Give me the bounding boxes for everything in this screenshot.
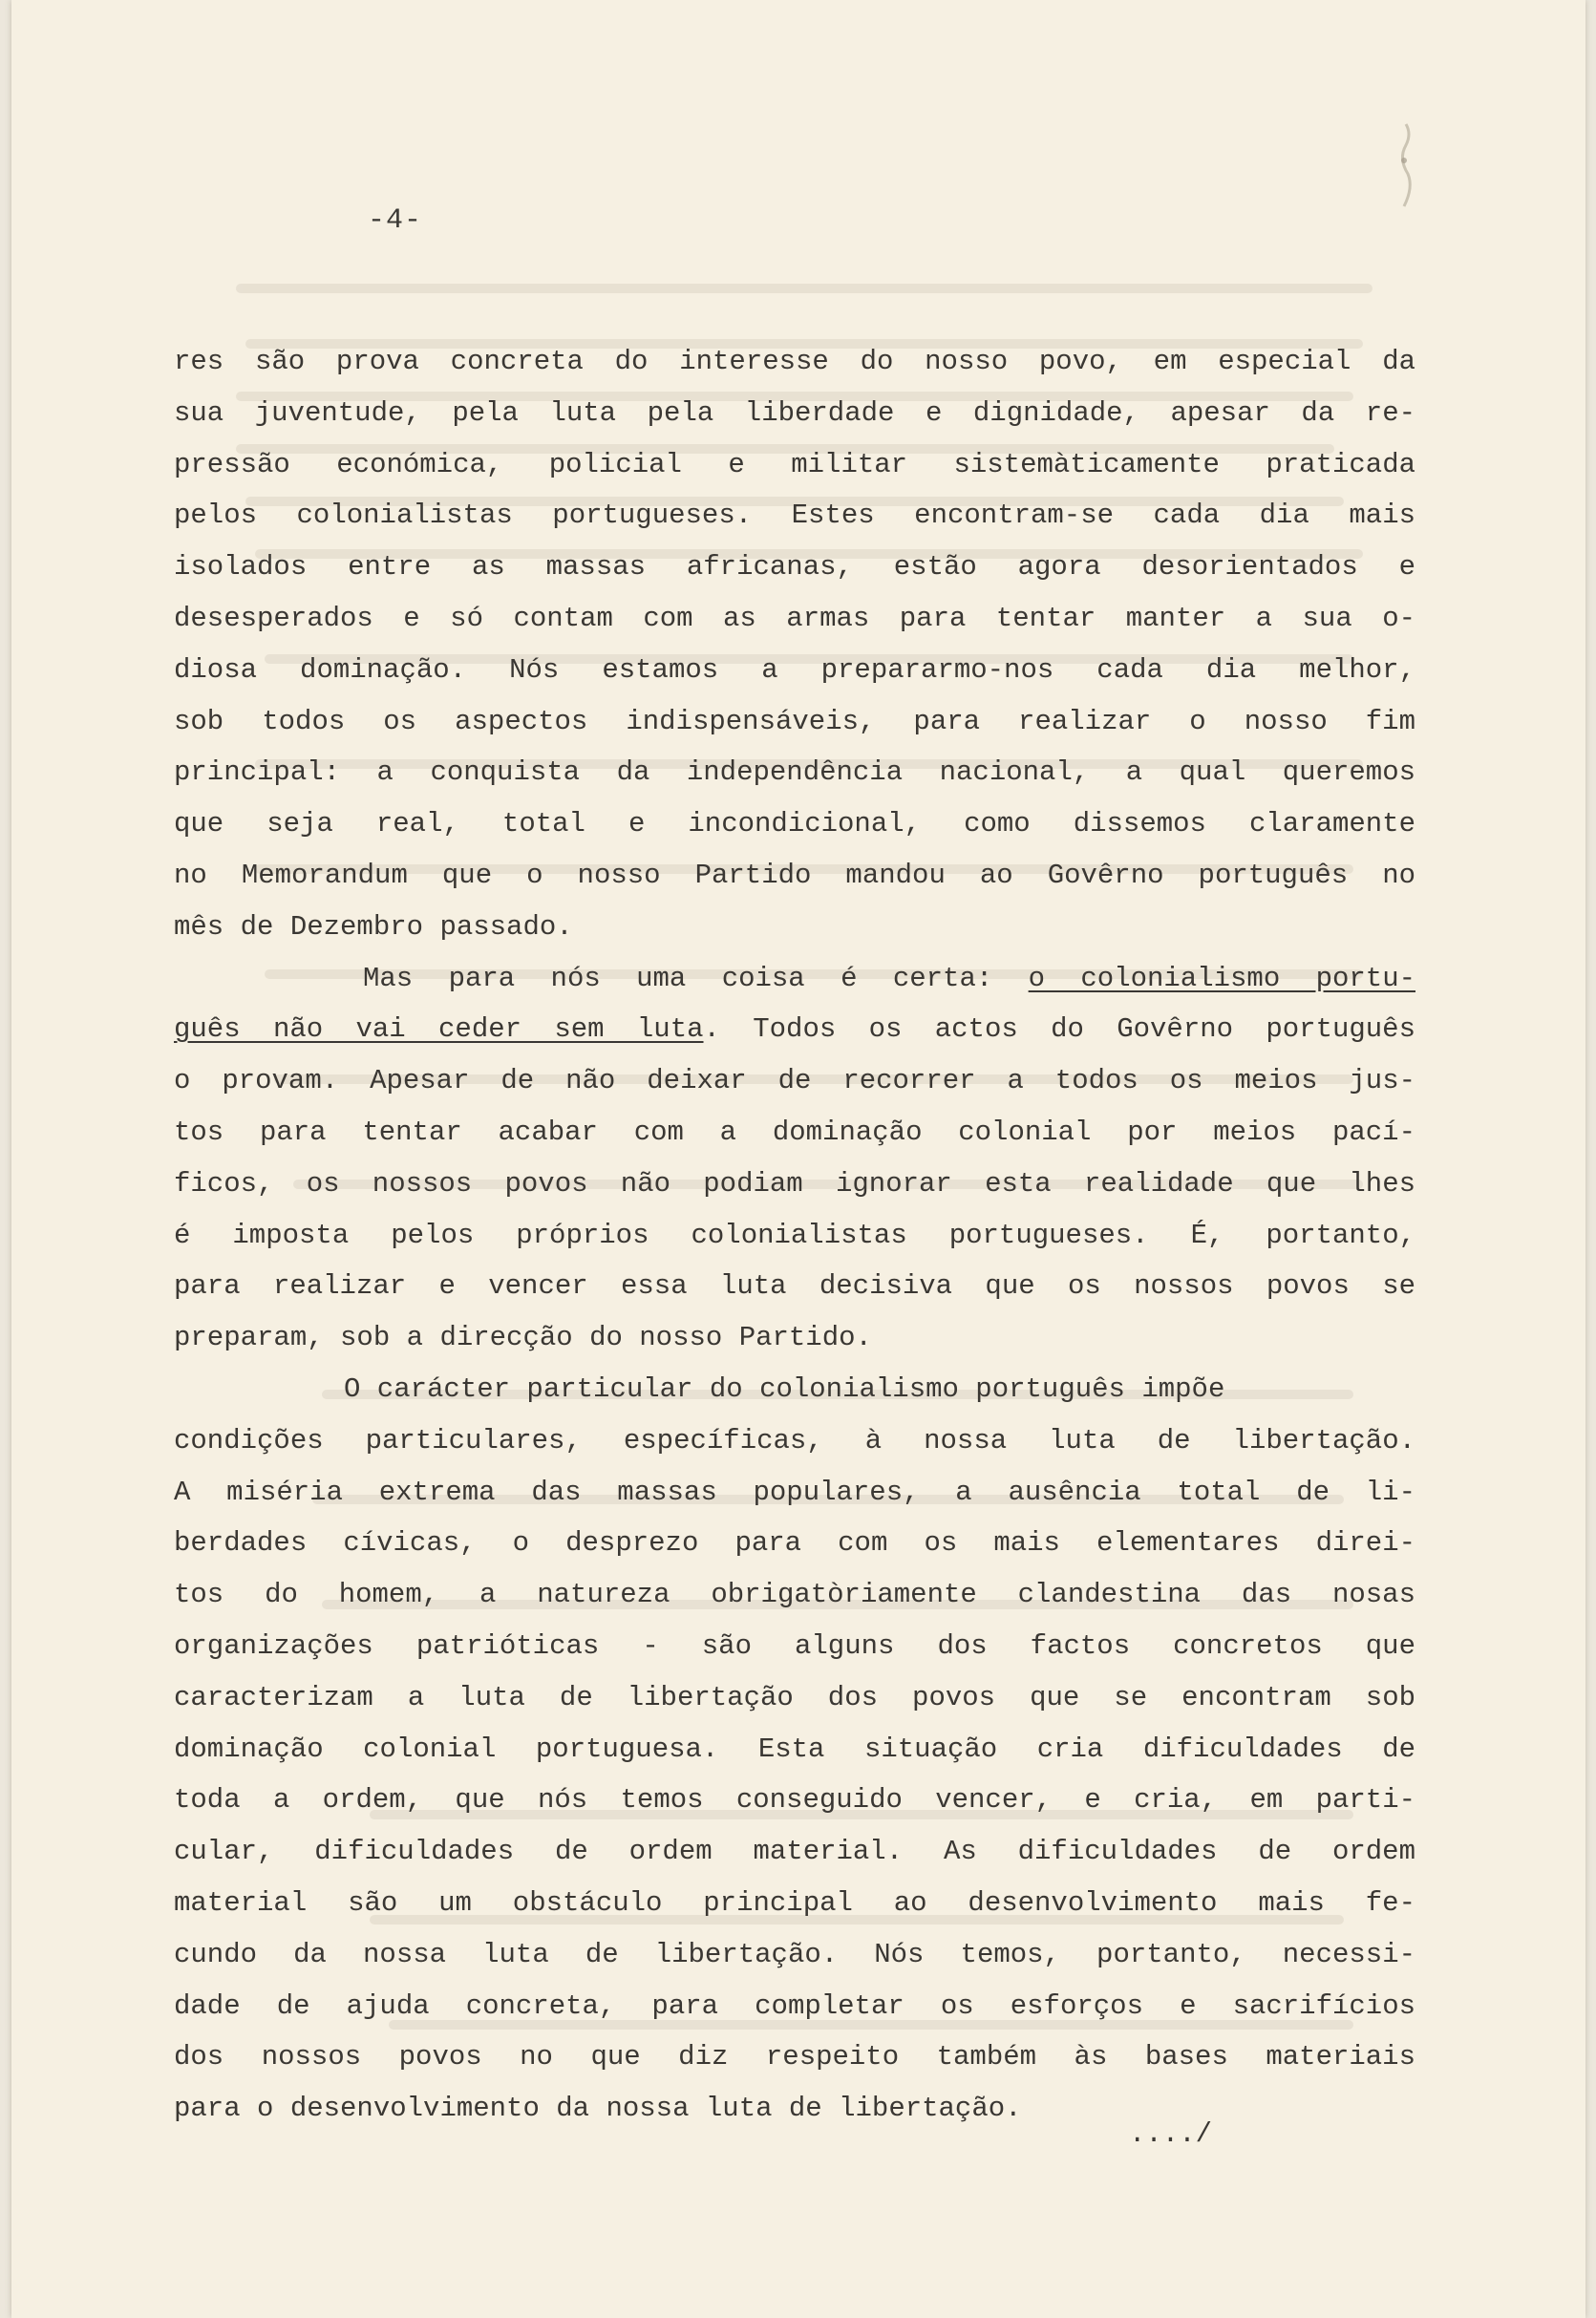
text-line xyxy=(174,1004,1415,1055)
text-line: o provam. Apesar de não deixar de recorrer a todos os meios jus- xyxy=(174,1065,1415,1097)
text-line: no Memorandum que o nosso Partido mandou ao Govêrno português no xyxy=(174,859,1415,891)
continuation-mark: ..../ xyxy=(1129,2118,1213,2150)
text-line: desesperados e só contam com as armas para tentar manter a sua o- xyxy=(174,602,1415,634)
text-line: O carácter particular do colonialismo português impõe xyxy=(344,1372,1225,1405)
paper-mark xyxy=(1385,115,1423,229)
underlined-phrase: guês não vai ceder sem luta xyxy=(174,1013,704,1046)
text-line: condições particulares, específicas, à nossa luta de libertação. xyxy=(174,1424,1415,1457)
text-segment: . Todos os actos do Govêrno português xyxy=(703,1013,1415,1046)
text-line: berdades cívicas, o desprezo para com os mais elementares direi- xyxy=(174,1527,1415,1560)
text-line: dade de ajuda concreta, para completar os esforços e sacrifícios xyxy=(174,1989,1415,2022)
paragraph-2 xyxy=(174,953,1415,1364)
text-line: dominação colonial portuguesa. Esta situação cria dificuldades de xyxy=(174,1733,1415,1765)
underlined-phrase: o colonialismo portu- xyxy=(1028,962,1416,994)
paragraph-1 xyxy=(174,336,1415,953)
text-line: para o desenvolvimento da nossa luta de libertação. xyxy=(174,2093,1022,2125)
text-line: res são prova concreta do interesse do nosso povo, em especial da xyxy=(174,346,1415,377)
text-line: cundo da nossa luta de libertação. Nós temos, portanto, necessi- xyxy=(174,1938,1415,1970)
paragraph-3 xyxy=(174,1364,1415,2135)
text-line: pelos colonialistas portugueses. Estes encontram-se cada dia mais xyxy=(174,500,1415,532)
text-line: é imposta pelos próprios colonialistas portugueses. É, portanto, xyxy=(174,1219,1415,1251)
text-line: tos do homem, a natureza obrigatòriamente clandestina das nosas xyxy=(174,1579,1415,1611)
text-segment: Mas para nós uma coisa é certa: xyxy=(363,962,1029,994)
text-line: dos nossos povos no que diz respeito também às bases materiais xyxy=(174,2041,1415,2073)
text-line: organizações patrióticas - são alguns dos factos concretos que xyxy=(174,1629,1415,1662)
text-line: principal: a conquista da independência nacional, a qual queremos xyxy=(174,756,1415,789)
text-line: cular, dificuldades de ordem material. As dificuldades de ordem xyxy=(174,1836,1415,1868)
text-line: pressão económica, policial e militar sistemàticamente praticada xyxy=(174,448,1415,480)
text-line: material são um obstáculo principal ao desenvolvimento mais fe- xyxy=(174,1886,1415,1919)
text-line: toda a ordem, que nós temos conseguido vencer, e cria, em parti- xyxy=(174,1784,1415,1817)
letter-body xyxy=(174,336,1415,2135)
text-line: ficos, os nossos povos não podiam ignorar esta realidade que lhes xyxy=(174,1167,1415,1200)
document-page xyxy=(11,0,1585,2318)
text-line: caracterizam a luta de libertação dos povos que se encontram sob xyxy=(174,1681,1415,1713)
text-line: diosa dominação. Nós estamos a prepararmo-nos cada dia melhor, xyxy=(174,653,1415,686)
text-line: sua juventude, pela luta pela liberdade e dignidade, apesar da re- xyxy=(174,396,1415,429)
text-line: tos para tentar acabar com a dominação colonial por meios pací- xyxy=(174,1116,1415,1148)
text-line xyxy=(174,953,1415,1005)
text-line: que seja real, total e incondicional, como dissemos claramente xyxy=(174,808,1415,840)
text-line: para realizar e vencer essa luta decisiva que os nossos povos se xyxy=(174,1270,1415,1303)
text-line: isolados entre as massas africanas, estão agora desorientados e xyxy=(174,551,1415,584)
text-line: sob todos os aspectos indispensáveis, para realizar o nosso fim xyxy=(174,705,1415,737)
page-number: -4- xyxy=(368,204,423,237)
text-line: A miséria extrema das massas populares, a ausência total de li- xyxy=(174,1476,1415,1508)
text-line: mês de Dezembro passado. xyxy=(174,910,573,943)
text-line: preparam, sob a direcção do nosso Partido. xyxy=(174,1322,872,1354)
